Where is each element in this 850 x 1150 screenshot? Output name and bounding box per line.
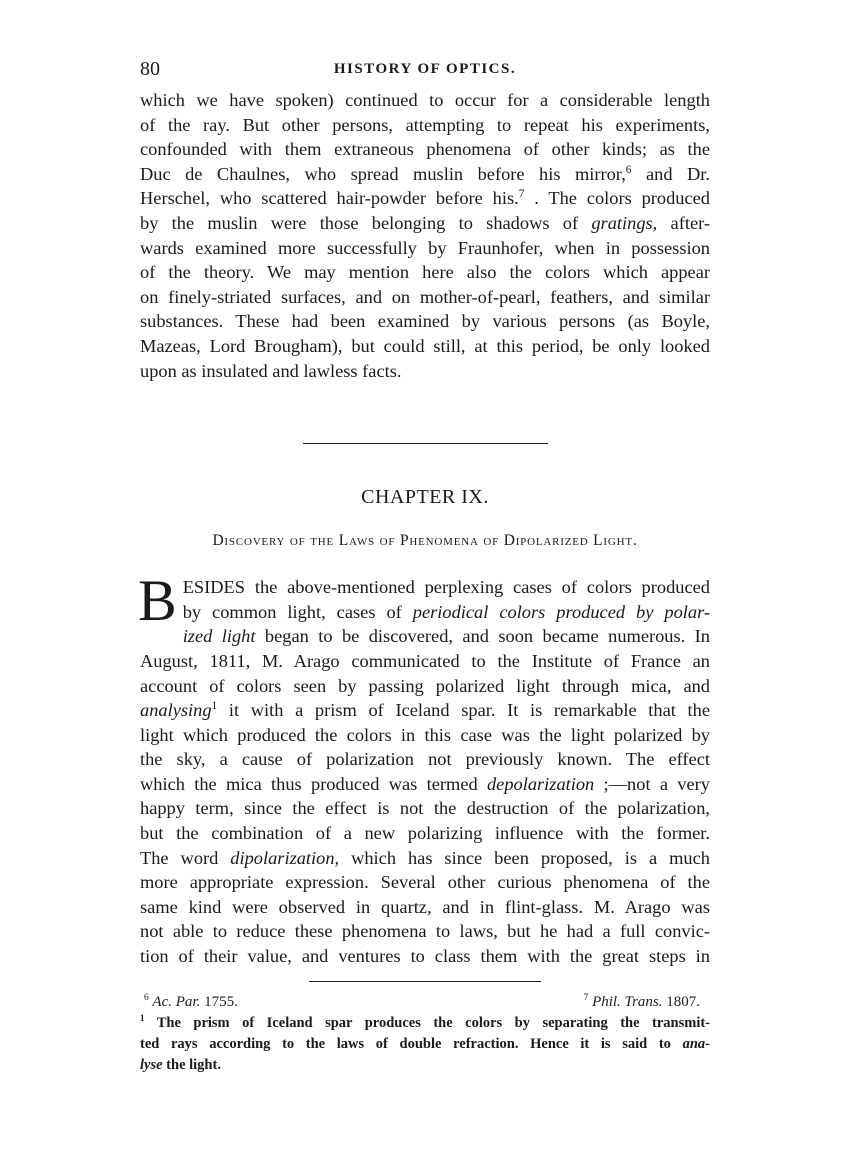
text-line: the sky, a cause of polarization not previously known. The effect	[140, 749, 710, 770]
text-line: substances. These had been examined by various persons (as Boyle,	[140, 311, 710, 332]
footnote-row	[140, 992, 710, 1013]
text-line: Mazeas, Lord Brougham), but could still, at this period, be only looked	[140, 335, 710, 356]
text-line: more appropriate expression. Several other curious phenomena of the	[140, 872, 710, 893]
drop-cap: B	[138, 568, 177, 634]
text-line: ized light began to be discovered, and soon became numerous. In	[182, 626, 710, 647]
chapter-body	[138, 568, 710, 969]
footnote-ref: 1	[211, 699, 218, 712]
footnote-1	[140, 1013, 710, 1076]
text-line: same kind were observed in quartz, and in flint-glass. M. Arago was	[140, 896, 710, 917]
text-line: which the mica thus produced was termed depolarization ;—not a very	[140, 773, 710, 794]
footnote-ref: 6	[625, 163, 632, 176]
chapter-title: CHAPTER IX.	[361, 486, 489, 509]
opening-paragraph	[140, 88, 710, 383]
text-line: Herschel, who scattered hair-powder before his.$^7$ . The colors produced	[140, 188, 710, 209]
text-line: happy term, since the effect is not the destruction of the polarization,	[140, 798, 710, 819]
running-head	[140, 58, 710, 88]
page-number: 80	[140, 58, 160, 80]
text-line: tion of their value, and ventures to class them with the great steps in	[140, 946, 710, 967]
text-line: by common light, cases of periodical colors produced by polar-	[182, 601, 710, 622]
text-line: which we have spoken) continued to occur for a considerable length	[140, 90, 710, 110]
footnote-line: $^1$ The prism of Iceland spar produces the colors by separating the transmit-	[140, 1012, 710, 1031]
text-line: confounded with them extraneous phenomena of other kinds; as the	[140, 139, 710, 160]
footnote-line: ted rays according to the laws of double refraction. Hence it is said to ana-	[140, 1035, 710, 1052]
chapter-subtitle: Discovery of the Laws of Phenomena of Dipolarized Light.	[212, 532, 638, 550]
section-divider	[303, 443, 548, 444]
text-line: but the combination of a new polarizing influence with the former.	[140, 823, 710, 844]
running-title: HISTORY OF OPTICS.	[333, 61, 517, 77]
text-line: of the ray. But other persons, attempting to repeat his experiments,	[140, 114, 710, 135]
text-line: analysing$^1$ it with a prism of Iceland spar. It is remarkable that the	[140, 699, 710, 721]
text-line: on finely-striated surfaces, and on mother-of-pearl, feathers, and similar	[140, 286, 710, 307]
book-page	[140, 58, 710, 1076]
footnotes	[140, 992, 710, 1076]
text-line: of the theory. We may mention here also the colors which appear	[140, 262, 710, 283]
text-line: August, 1811, M. Arago communicated to the Institute of France an	[140, 650, 710, 671]
text-line: account of colors seen by passing polarized light through mica, and	[140, 675, 710, 696]
text-line: ESIDES the above-mentioned perplexing cases of colors produced	[182, 577, 710, 598]
text-line: by the muslin were those belonging to shadows of gratings, after-	[140, 212, 710, 233]
text-line: The word dipolarization, which has since been proposed, is a much	[140, 847, 710, 868]
footnote-7: $^7$ Phil. Trans. 1807.	[583, 992, 700, 1010]
footnote-ref: 7	[518, 188, 525, 201]
text-line: upon as insulated and lawless facts.	[140, 360, 402, 381]
text-line: not able to reduce these phenomena to laws, but he had a full convic-	[140, 921, 710, 942]
text-line: light which produced the colors in this case was the light polarized by	[140, 724, 710, 745]
footnote-divider	[309, 981, 541, 982]
footnote-6: $^6$ Ac. Par. 1755.	[144, 992, 238, 1010]
text-line: wards examined more successfully by Fraunhofer, when in possession	[140, 237, 710, 258]
footnote-line: lyse the light.	[140, 1056, 221, 1073]
text-line: Duc de Chaulnes, who spread muslin before his mirror,$^6$ and Dr.	[140, 163, 710, 184]
